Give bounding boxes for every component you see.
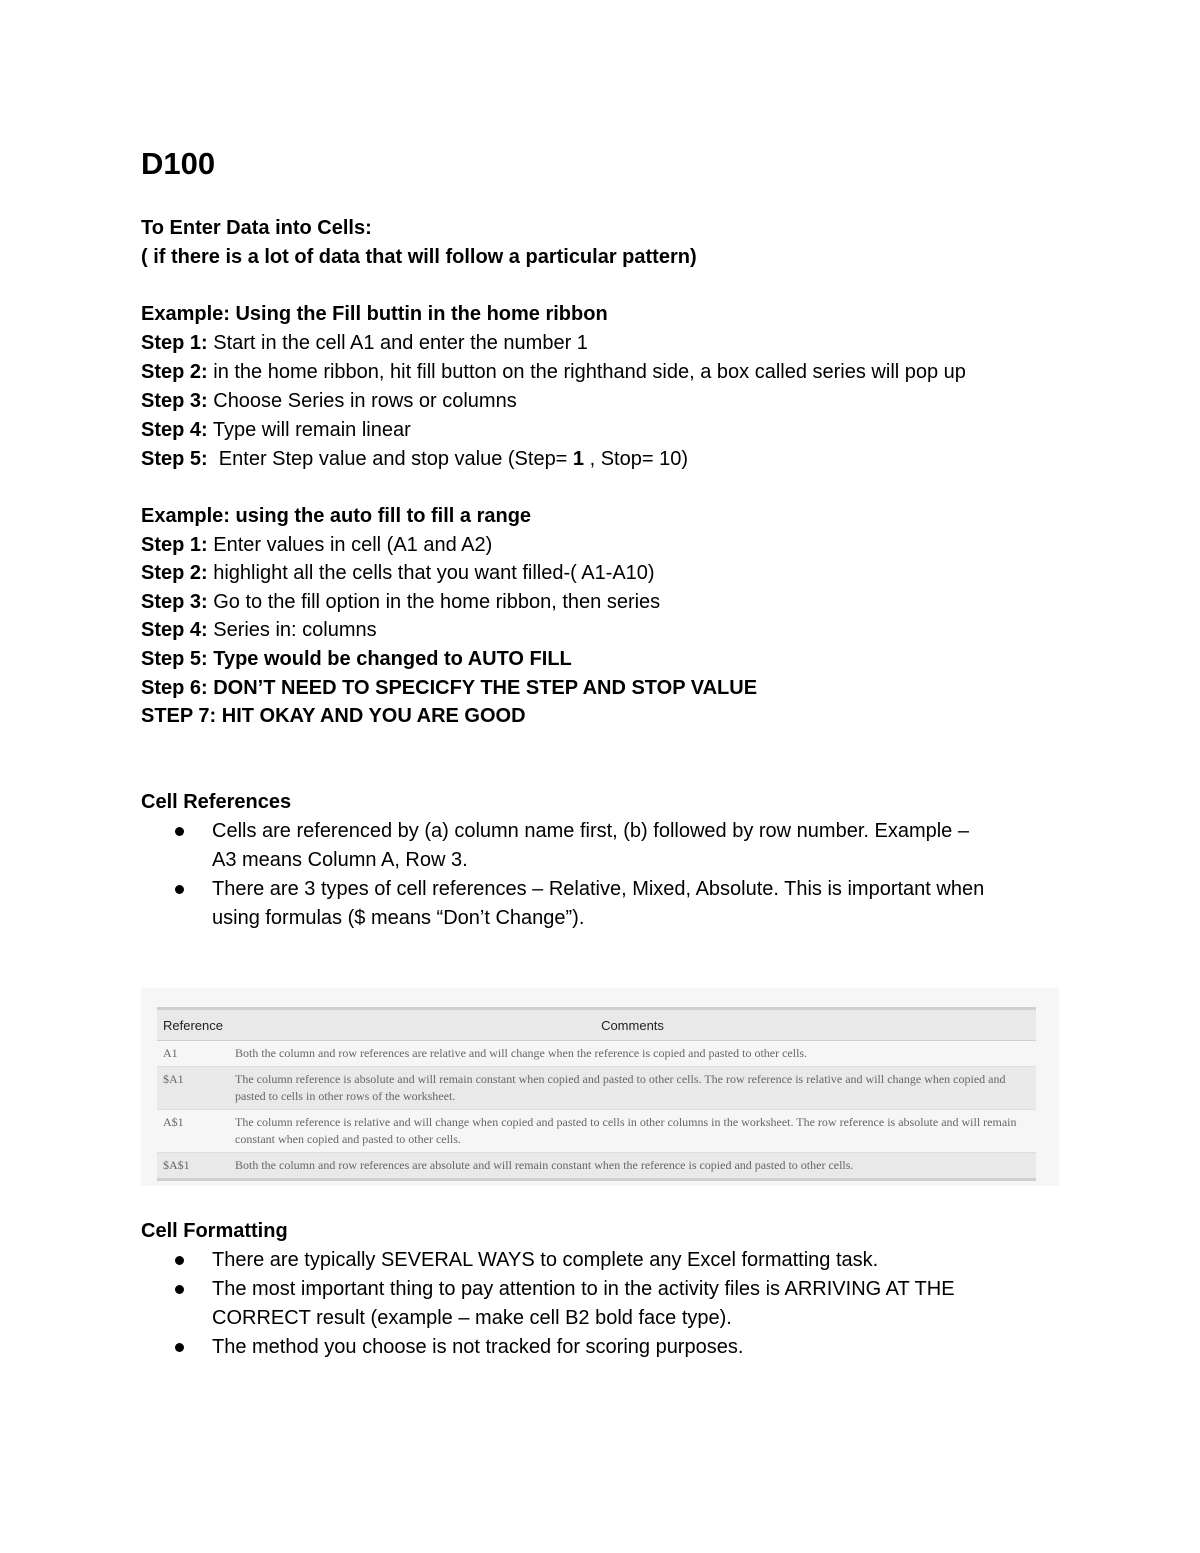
step-label: Step 2: [141, 361, 208, 383]
step-text: Enter Step value and stop value (Step= [207, 448, 573, 470]
cell-comment: Both the column and row references are relative and will change when the reference is copied and pasted to other cells. [229, 1041, 1036, 1067]
step-label: Step 4: [141, 619, 208, 641]
header-reference: Reference [157, 1009, 229, 1041]
bullet-text: There are 3 types of cell references – Relative, Mixed, Absolute. This is important when [212, 878, 985, 900]
step-text: Go to the fill option in the home ribbon, then series [207, 591, 661, 613]
step-label: Step 3: [141, 390, 208, 412]
list-item [141, 1275, 1061, 1333]
example2-step-2 [141, 559, 655, 588]
step-text: in the home ribbon, hit fill button on the righthand side, a box called series will pop up [207, 361, 966, 383]
document-title: D100 [141, 146, 216, 181]
reference-table [157, 1007, 1036, 1181]
step-text: Type will remain linear [207, 419, 411, 441]
step-label: Step 2: [141, 562, 208, 584]
example1-step-2 [141, 358, 966, 387]
bullet-text: Cells are referenced by (a) column name first, (b) followed by row number. Example – [212, 820, 969, 842]
table-row [157, 1110, 1036, 1153]
bullet-text: using formulas ($ means “Don’t Change”). [212, 907, 585, 929]
step-label: Step 4: [141, 419, 208, 441]
step-text: Series in: columns [207, 619, 377, 641]
example2-step-6: Step 6: DON’T NEED TO SPECICFY THE STEP AND STOP VALUE [141, 677, 758, 699]
cell-formatting-heading: Cell Formatting [141, 1220, 288, 1242]
step-text: Enter values in cell (A1 and A2) [207, 534, 493, 556]
cell-references-list [141, 817, 1061, 933]
reference-table-image [141, 988, 1059, 1186]
bullet-icon [175, 885, 184, 894]
example2-heading: Example: using the auto fill to fill a range [141, 505, 532, 527]
cell-comment: Both the column and row references are absolute and will remain constant when the reference is copied and pasted to other cells. [229, 1153, 1036, 1180]
example1-step-4 [141, 416, 411, 445]
cell-reference: $A1 [157, 1067, 229, 1110]
cell-references-heading: Cell References [141, 791, 292, 813]
step-label: Step 3: [141, 591, 208, 613]
bullet-text: CORRECT result (example – make cell B2 bold face type). [212, 1307, 732, 1329]
step-text: Start in the cell A1 and enter the number 1 [207, 332, 588, 354]
bullet-text: The method you choose is not tracked for scoring purposes. [212, 1336, 744, 1358]
step-label: Step 5: [141, 448, 208, 470]
bullet-icon [175, 1343, 184, 1352]
intro-subheading: ( if there is a lot of data that will follow a particular pattern) [141, 246, 697, 268]
step-label: Step 1: [141, 534, 208, 556]
step-value: 1 [572, 448, 585, 470]
example2-step-3 [141, 588, 660, 617]
table-row [157, 1041, 1036, 1067]
example2-step-1 [141, 531, 492, 560]
step-text: Choose Series in rows or columns [207, 390, 517, 412]
list-item [141, 1246, 1061, 1275]
bullet-text: There are typically SEVERAL WAYS to complete any Excel formatting task. [212, 1249, 879, 1271]
bullet-icon [175, 1256, 184, 1265]
cell-reference: A$1 [157, 1110, 229, 1153]
bullet-icon [175, 1285, 184, 1294]
step-text: , Stop= 10) [584, 448, 689, 470]
cell-reference: A1 [157, 1041, 229, 1067]
table-row [157, 1067, 1036, 1110]
step-label: Step 1: [141, 332, 208, 354]
example1-step-3 [141, 387, 517, 416]
cell-formatting-list [141, 1246, 1061, 1362]
example2-step-5: Step 5: Type would be changed to AUTO FILL [141, 648, 572, 670]
example2-step-4 [141, 616, 377, 645]
example1-step-1 [141, 329, 588, 358]
bullet-icon [175, 827, 184, 836]
bullet-text: A3 means Column A, Row 3. [212, 849, 468, 871]
table-header-row [157, 1009, 1036, 1041]
cell-reference: $A$1 [157, 1153, 229, 1180]
bullet-text: The most important thing to pay attention to in the activity files is ARRIVING AT THE [212, 1278, 955, 1300]
example1-heading: Example: Using the Fill buttin in the home ribbon [141, 303, 608, 325]
list-item [141, 875, 1061, 933]
table-row [157, 1153, 1036, 1180]
list-item [141, 1333, 1061, 1362]
list-item [141, 817, 1061, 875]
header-comments: Comments [229, 1009, 1036, 1041]
cell-comment: The column reference is relative and will change when copied and pasted to cells in other columns in the worksheet. The row reference is absolute and will remain constant when copied and pasted to other cells. [229, 1110, 1036, 1153]
intro-heading: To Enter Data into Cells: [141, 217, 372, 239]
example1-step-5 [141, 445, 688, 474]
example2-step-7: STEP 7: HIT OKAY AND YOU ARE GOOD [141, 705, 526, 727]
cell-comment: The column reference is absolute and will remain constant when copied and pasted to other cells. The row reference is relative and will change when copied and pasted to cells in other rows of the worksheet. [229, 1067, 1036, 1110]
step-text: highlight all the cells that you want filled-( A1-A10) [207, 562, 655, 584]
